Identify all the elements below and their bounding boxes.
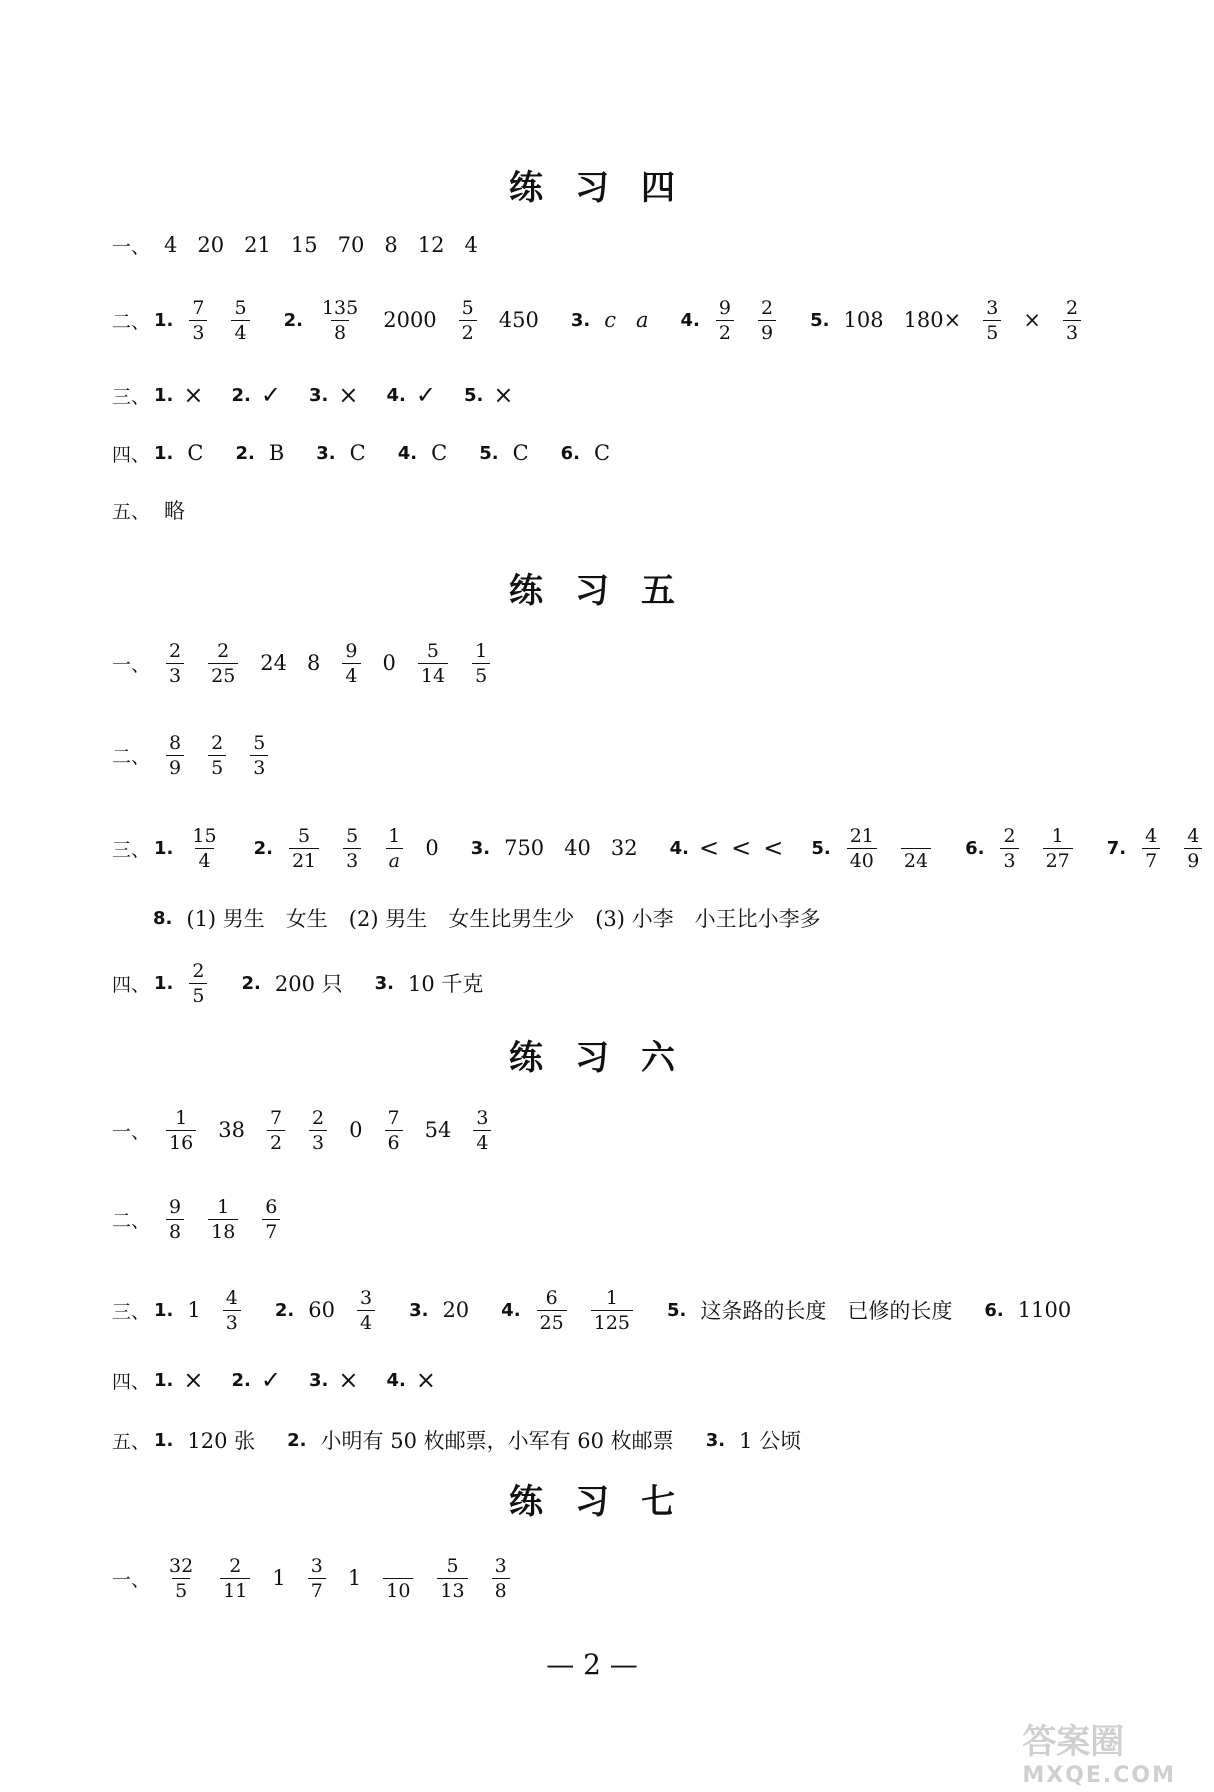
denominator: 7 — [1142, 848, 1160, 872]
denominator: 8 — [492, 1578, 510, 1602]
denominator: 2 — [267, 1130, 285, 1154]
answer-value: 4 — [164, 233, 178, 257]
question-number: 4. — [386, 1369, 406, 1391]
numerator: 5 — [426, 639, 440, 662]
fraction — [208, 1196, 238, 1243]
answer-value: 0 — [349, 1118, 363, 1142]
denominator: 21 — [289, 848, 319, 872]
denominator: 4 — [342, 663, 360, 687]
numerator: 1 — [1051, 824, 1064, 847]
answer-value: 8 — [384, 233, 398, 257]
denominator: 9 — [1184, 848, 1202, 872]
numerator: 135 — [321, 296, 359, 319]
denominator: 6 — [385, 1130, 403, 1154]
answer-row — [112, 1100, 503, 1160]
answer-value: 1 公顷 — [739, 1429, 802, 1453]
answer-value: 750 — [504, 836, 545, 860]
question-number: 2. — [231, 1369, 251, 1391]
cross-mark-icon: × — [338, 1366, 359, 1394]
row-label: 二、 — [112, 745, 151, 768]
fraction — [262, 1196, 280, 1243]
question-number: 3. — [308, 384, 329, 406]
row-label: 一、 — [112, 235, 151, 258]
fraction — [223, 1287, 241, 1334]
row-label: 五、 — [112, 1430, 151, 1453]
fraction — [189, 297, 207, 344]
question-number: 6. — [984, 1299, 1004, 1321]
denominator: 4 — [357, 1310, 375, 1334]
numerator: 2 — [211, 731, 224, 754]
cross-mark-icon: × — [493, 381, 514, 409]
fraction — [267, 1107, 285, 1154]
question-number: 5. — [810, 309, 830, 331]
fraction — [189, 825, 219, 872]
answer-row — [112, 725, 280, 785]
fraction — [473, 1107, 491, 1154]
denominator: 3 — [309, 1130, 327, 1154]
page-number: — 2 — — [546, 1648, 638, 1681]
denominator: 5 — [472, 663, 490, 687]
numerator: 1 — [388, 824, 401, 847]
fraction — [189, 960, 207, 1007]
question-number: 2. — [274, 1299, 295, 1321]
denominator: 24 — [901, 848, 931, 872]
denominator: 8 — [166, 1219, 184, 1243]
answer-value: 200 只 — [274, 972, 343, 996]
section-title: 练习七 — [509, 1482, 707, 1522]
numerator — [392, 1555, 404, 1578]
denominator: 3 — [189, 320, 207, 344]
fraction — [492, 1555, 510, 1602]
denominator: 4 — [231, 320, 249, 344]
question-number: 6. — [560, 442, 581, 464]
answer-row — [112, 365, 519, 425]
denominator: 5 — [208, 755, 226, 779]
numerator: 3 — [494, 1554, 507, 1577]
check-mark-icon: ✓ — [260, 381, 281, 409]
fraction — [220, 1555, 250, 1602]
denominator: 7 — [308, 1578, 326, 1602]
section-title: 练习六 — [509, 1038, 707, 1078]
row-label: 四、 — [112, 443, 151, 466]
denominator: 13 — [437, 1578, 467, 1602]
fraction — [1184, 825, 1202, 872]
question-number: 1. — [154, 1299, 174, 1321]
numerator: 5 — [253, 731, 266, 754]
denominator: 4 — [195, 848, 213, 872]
denominator: 25 — [208, 663, 238, 687]
numerator: 6 — [545, 1286, 558, 1309]
fraction — [289, 825, 319, 872]
denominator: 7 — [262, 1219, 280, 1243]
question-number: 5. — [811, 837, 831, 859]
question-number: 6. — [965, 837, 985, 859]
answer-value: 450 — [498, 308, 539, 332]
denominator: 3 — [250, 755, 268, 779]
fraction — [716, 297, 734, 344]
question-number: 2. — [287, 1429, 307, 1451]
question-number: 3. — [570, 309, 591, 331]
question-number: 4. — [397, 442, 418, 464]
numerator: 21 — [849, 824, 874, 847]
section-title: 练习四 — [509, 168, 707, 208]
answer-value: × — [1023, 308, 1041, 332]
fraction — [1063, 297, 1081, 344]
numerator: 2 — [192, 959, 205, 982]
answer-row — [112, 1548, 522, 1608]
answer-value: 40 — [564, 836, 591, 860]
answer-row — [153, 888, 831, 948]
cross-mark-icon: × — [415, 1366, 436, 1394]
question-number: 4. — [680, 309, 700, 331]
denominator: 9 — [758, 320, 776, 344]
numerator: 5 — [298, 824, 311, 847]
cross-mark-icon: × — [183, 1366, 204, 1394]
fraction — [309, 1107, 327, 1154]
denominator: 18 — [208, 1219, 238, 1243]
section-title: 练习五 — [509, 571, 707, 611]
question-number: 2. — [231, 384, 251, 406]
numerator: 9 — [169, 1195, 182, 1218]
question-number: 3. — [374, 972, 394, 994]
answer-value: 32 — [610, 836, 638, 860]
answer-value: 1 — [187, 1298, 201, 1322]
answer-value: 70 — [337, 233, 365, 257]
denominator: 5 — [983, 320, 1001, 344]
question-number: 1. — [154, 972, 174, 994]
numerator: 2 — [169, 639, 182, 662]
question-number: 2. — [241, 972, 261, 994]
numerator: 3 — [986, 296, 999, 319]
numerator: 7 — [387, 1106, 400, 1129]
numerator: 2 — [217, 639, 230, 662]
denominator: 14 — [418, 663, 448, 687]
answer-value: 60 — [308, 1298, 335, 1322]
denominator: 2 — [459, 320, 477, 344]
denominator: 3 — [166, 663, 184, 687]
cross-mark-icon: × — [338, 381, 359, 409]
question-number: 1. — [154, 1429, 174, 1451]
fraction — [1043, 825, 1073, 872]
row-label: 一、 — [112, 653, 151, 676]
denominator: 125 — [591, 1310, 633, 1334]
answer-row — [112, 1280, 1081, 1340]
check-mark-icon: ✓ — [415, 381, 436, 409]
question-number: 4. — [501, 1299, 521, 1321]
fraction — [231, 297, 249, 344]
answer-value: 15 — [290, 233, 318, 257]
numerator: 6 — [265, 1195, 278, 1218]
numerator: 4 — [225, 1286, 238, 1309]
row-label: 三、 — [112, 1300, 151, 1323]
answer-value: 21 — [244, 233, 271, 257]
numerator: 2 — [761, 296, 774, 319]
question-number: 3. — [705, 1429, 726, 1451]
fraction — [459, 297, 477, 344]
numerator: 1 — [605, 1286, 618, 1309]
question-number: 2. — [253, 837, 273, 859]
denominator: 3 — [223, 1310, 241, 1334]
numerator: 3 — [310, 1554, 323, 1577]
fraction — [166, 1196, 184, 1243]
denominator: 3 — [1000, 848, 1018, 872]
answer-value: 38 — [218, 1118, 245, 1142]
answer-value: 10 千克 — [408, 972, 484, 996]
question-number: 2. — [235, 442, 255, 464]
answer-value: 4 — [464, 233, 478, 257]
question-number: 5. — [667, 1299, 687, 1321]
answer-row — [112, 1189, 292, 1249]
row-label: 三、 — [112, 838, 151, 861]
question-number: 1. — [154, 309, 174, 331]
row-label: 二、 — [112, 310, 151, 333]
less-than-symbol: < — [763, 834, 784, 862]
fraction — [385, 825, 403, 872]
fraction — [383, 1555, 413, 1602]
fraction — [208, 732, 226, 779]
question-number: 5. — [463, 384, 484, 406]
denominator: 10 — [383, 1578, 413, 1602]
question-number: 3. — [316, 442, 336, 464]
question-number: 1. — [154, 442, 174, 464]
answer-value: C — [349, 441, 366, 465]
question-number: 5. — [479, 442, 499, 464]
question-number: 1. — [154, 1369, 174, 1391]
answer-value: 180× — [903, 308, 962, 332]
fraction — [1142, 825, 1160, 872]
numerator: 8 — [169, 731, 182, 754]
denominator: 16 — [166, 1130, 196, 1154]
answer-value: 0 — [425, 836, 439, 860]
answer-value: a — [636, 308, 649, 332]
numerator: 2 — [229, 1554, 242, 1577]
numerator: 5 — [461, 296, 474, 319]
row-label: 一、 — [112, 1568, 151, 1591]
answer-value: 1 — [347, 1566, 362, 1590]
fraction — [983, 297, 1001, 344]
answer-value: 略 — [164, 499, 186, 523]
check-mark-icon: ✓ — [260, 1366, 281, 1394]
numerator: 3 — [359, 1286, 373, 1309]
less-than-symbol: < — [731, 834, 752, 862]
denominator: 4 — [473, 1130, 491, 1154]
fraction — [342, 640, 360, 687]
denominator: 25 — [537, 1310, 567, 1334]
denominator: a — [386, 848, 403, 872]
answer-value: 1 — [272, 1566, 286, 1590]
answer-value: 108 — [843, 308, 884, 332]
answer-row — [112, 290, 1093, 350]
answer-value: 1100 — [1017, 1298, 1072, 1322]
question-number: 1. — [154, 384, 174, 406]
numerator: 1 — [175, 1106, 188, 1129]
fraction — [319, 297, 361, 344]
answer-row — [112, 818, 1214, 878]
question-number: 8. — [153, 907, 173, 929]
answer-value: C — [594, 441, 611, 465]
row-label: 三、 — [112, 385, 151, 408]
answer-value: C — [512, 441, 529, 465]
numerator: 2 — [1003, 824, 1016, 847]
answer-row — [112, 1410, 811, 1470]
fraction — [437, 1555, 467, 1602]
fraction — [591, 1287, 633, 1334]
question-number: 4. — [669, 837, 690, 859]
numerator: 7 — [269, 1106, 283, 1129]
fraction — [847, 825, 877, 872]
fraction — [1000, 825, 1018, 872]
numerator: 15 — [192, 824, 217, 847]
numerator: 4 — [1145, 824, 1158, 847]
answer-value: 24 — [260, 651, 288, 675]
numerator: 9 — [718, 296, 731, 319]
numerator: 5 — [346, 824, 359, 847]
fraction — [537, 1287, 567, 1334]
denominator: 11 — [220, 1578, 250, 1602]
fraction — [758, 297, 776, 344]
fraction — [343, 825, 361, 872]
denominator: 9 — [166, 755, 184, 779]
answer-value: 12 — [417, 233, 445, 257]
denominator: 3 — [343, 848, 361, 872]
fraction — [250, 732, 268, 779]
question-number: 2. — [283, 309, 303, 331]
denominator: 3 — [1063, 320, 1081, 344]
row-label: 四、 — [112, 973, 151, 996]
row-label: 四、 — [112, 1370, 151, 1393]
answer-value: 54 — [424, 1118, 452, 1142]
answer-row — [112, 633, 502, 693]
answer-row — [112, 215, 488, 275]
answer-value: C — [187, 441, 204, 465]
question-number: 1. — [154, 837, 174, 859]
fraction — [308, 1555, 326, 1602]
denominator: 5 — [172, 1578, 190, 1602]
fraction — [166, 732, 184, 779]
numerator: 5 — [234, 296, 247, 319]
answer-value: 小明有 50 枚邮票，小军有 60 枚邮票 — [320, 1429, 674, 1453]
answer-value: 20 — [442, 1298, 470, 1322]
answer-value: C — [431, 441, 448, 465]
answer-value: c — [604, 308, 616, 332]
question-number: 7. — [1106, 837, 1127, 859]
answer-row — [112, 953, 493, 1013]
answer-row — [112, 1350, 442, 1410]
numerator: 5 — [446, 1554, 459, 1577]
fraction — [166, 1107, 196, 1154]
denominator: 40 — [847, 848, 877, 872]
fraction — [472, 640, 490, 687]
row-label: 二、 — [112, 1209, 151, 1232]
row-label: 一、 — [112, 1120, 151, 1143]
answer-value: 这条路的长度 已修的长度 — [700, 1299, 953, 1323]
numerator: 2 — [1065, 296, 1079, 319]
numerator: 32 — [169, 1554, 194, 1577]
question-number: 3. — [470, 837, 491, 859]
fraction — [357, 1287, 375, 1334]
row-label: 五、 — [112, 500, 151, 523]
answer-value: B — [268, 441, 285, 465]
numerator: 7 — [192, 296, 205, 319]
question-number: 4. — [386, 384, 406, 406]
numerator: 3 — [476, 1106, 489, 1129]
fraction — [166, 1555, 196, 1602]
answer-row — [112, 480, 195, 540]
denominator: 2 — [716, 320, 734, 344]
less-than-symbol: < — [699, 834, 720, 862]
answer-value: 8 — [307, 651, 321, 675]
fraction — [418, 640, 448, 687]
fraction — [208, 640, 238, 687]
answer-row — [112, 423, 620, 483]
denominator: 8 — [331, 320, 349, 344]
answer-value: 20 — [197, 233, 225, 257]
denominator: 5 — [189, 983, 207, 1007]
cross-mark-icon: × — [183, 381, 204, 409]
numerator: 4 — [1187, 824, 1200, 847]
watermark-logo — [1022, 1714, 1176, 1788]
watermark-logo-text: 答案圈 — [1022, 1722, 1125, 1762]
numerator: 9 — [345, 639, 358, 662]
question-number: 3. — [409, 1299, 429, 1321]
fraction — [166, 640, 184, 687]
question-number: 3. — [308, 1369, 329, 1391]
fraction — [901, 825, 931, 872]
answer-value: 0 — [382, 651, 396, 675]
watermark-url: MXQE.COM — [1022, 1763, 1176, 1788]
answer-value: 2000 — [383, 308, 437, 332]
numerator — [910, 825, 922, 848]
numerator: 2 — [312, 1106, 325, 1129]
fraction — [385, 1107, 403, 1154]
answer-value: (1) 男生 女生 (2) 男生 女生比男生少 (3) 小李 小王比小李多 — [186, 907, 821, 931]
numerator: 1 — [217, 1195, 230, 1218]
answer-value: 120 张 — [187, 1429, 256, 1453]
numerator: 1 — [475, 639, 488, 662]
denominator: 27 — [1043, 848, 1073, 872]
